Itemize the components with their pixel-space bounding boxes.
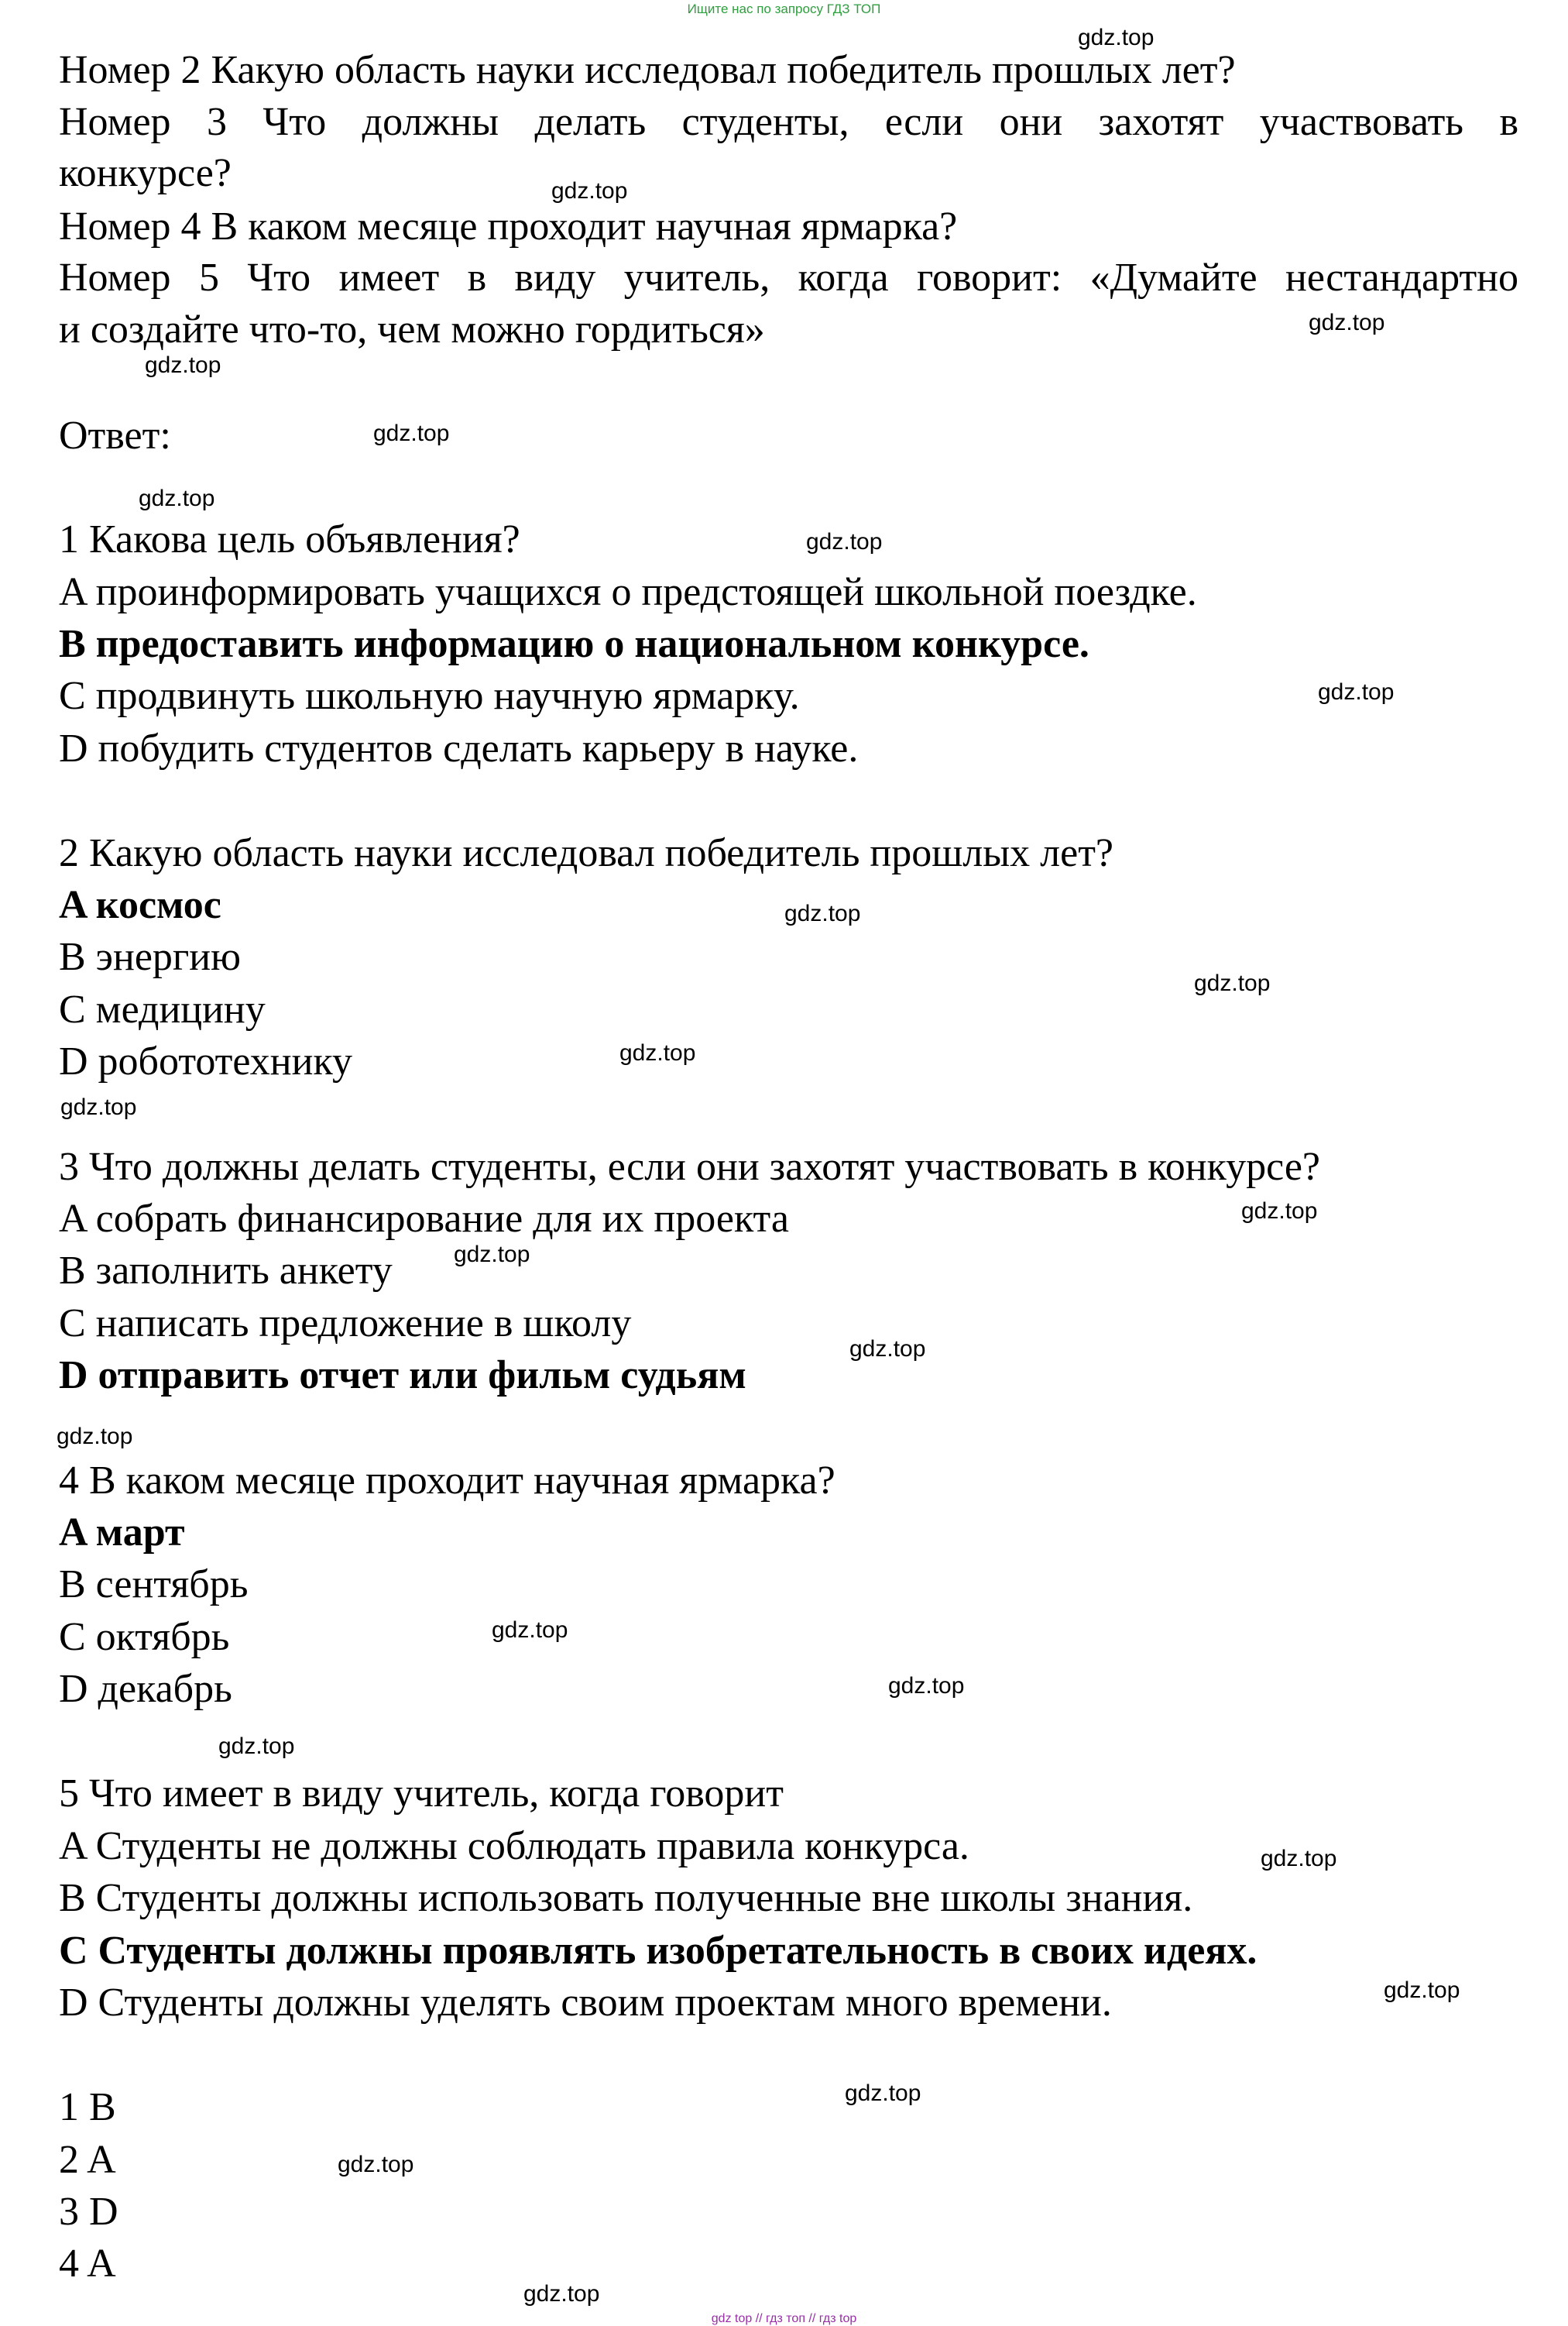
watermark: gdz.top: [1194, 971, 1271, 996]
question-5-option-b: B Студенты должны использовать полученные вне школы знания.: [59, 1876, 1193, 1920]
question-4-option-a-correct: A март: [59, 1510, 185, 1555]
watermark: gdz.top: [619, 1040, 696, 1066]
question-1-option-d: D побудить студентов сделать карьеру в науке.: [59, 727, 859, 771]
question-3-option-d-correct: D отправить отчет или фильм судьям: [59, 1353, 746, 1397]
question-5: 5 Что имеет в виду учитель, когда говорит: [59, 1771, 784, 1816]
question-5-option-d: D Студенты должны уделять своим проектам много времени.: [59, 1981, 1112, 2025]
watermark: gdz.top: [784, 901, 861, 926]
watermark: gdz.top: [806, 529, 883, 555]
summary-answer-2: 2 A: [59, 2138, 116, 2182]
intro-question-3-line-2: конкурсе?: [59, 151, 232, 195]
watermark: gdz.top: [1241, 1198, 1318, 1224]
watermark: gdz.top: [145, 352, 221, 378]
question-3-option-b: B заполнить анкету: [59, 1249, 393, 1293]
summary-answer-4: 4 A: [59, 2242, 116, 2286]
question-5-option-a: A Студенты не должны соблюдать правила конкурса.: [59, 1824, 969, 1868]
intro-question-5-line-2: и создайте что-то, чем можно гордиться»: [59, 307, 765, 352]
question-4: 4 В каком месяце проходит научная ярмарка?: [59, 1458, 835, 1503]
question-4-option-d: D декабрь: [59, 1667, 232, 1711]
top-banner: Ищите нас по запросу ГДЗ ТОП: [687, 2, 881, 16]
question-2-option-a-correct: A космос: [59, 883, 221, 927]
watermark: gdz.top: [845, 2080, 921, 2106]
watermark: gdz.top: [849, 1336, 926, 1362]
question-1: 1 Какова цель объявления?: [59, 517, 520, 562]
question-2: 2 Какую область науки исследовал победитель прошлых лет?: [59, 831, 1114, 875]
watermark: gdz.top: [454, 1242, 530, 1267]
question-4-option-b: B сентябрь: [59, 1562, 249, 1606]
bottom-footer: gdz top // гдз топ // гдз top: [711, 2312, 857, 2325]
watermark: gdz.top: [57, 1424, 133, 1449]
question-1-option-c: C продвинуть школьную научную ярмарку.: [59, 674, 800, 718]
watermark: gdz.top: [373, 421, 450, 446]
intro-question-5-line-1: Номер 5 Что имеет в виду учитель, когда говорит: «Думайте нестандартно: [59, 256, 1518, 300]
watermark: gdz.top: [1318, 679, 1395, 705]
answer-label: Ответ:: [59, 414, 171, 458]
watermark: gdz.top: [60, 1094, 137, 1120]
question-2-option-c: C медицину: [59, 988, 266, 1032]
question-4-option-c: C октябрь: [59, 1615, 230, 1659]
watermark: gdz.top: [338, 2152, 414, 2177]
question-1-option-b-correct: B предоставить информацию о национальном конкурсе.: [59, 622, 1089, 666]
watermark: gdz.top: [492, 1617, 568, 1643]
question-2-option-b: B энергию: [59, 935, 241, 979]
watermark: gdz.top: [1261, 1846, 1337, 1871]
question-3-option-a: A собрать финансирование для их проекта: [59, 1197, 789, 1241]
intro-question-3-line-1: Номер 3 Что должны делать студенты, если они захотят участвовать в: [59, 100, 1518, 144]
summary-answer-1: 1 B: [59, 2085, 116, 2129]
watermark: gdz.top: [551, 178, 628, 204]
watermark: gdz.top: [1309, 310, 1385, 335]
watermark: gdz.top: [888, 1673, 965, 1699]
summary-answer-3: 3 D: [59, 2190, 118, 2234]
question-3: 3 Что должны делать студенты, если они захотят участвовать в конкурсе?: [59, 1145, 1320, 1189]
question-3-option-c: C написать предложение в школу: [59, 1301, 632, 1345]
intro-question-2: Номер 2 Какую область науки исследовал победитель прошлых лет?: [59, 48, 1236, 92]
question-2-option-d: D робототехнику: [59, 1039, 352, 1084]
watermark: gdz.top: [218, 1733, 295, 1759]
intro-question-4: Номер 4 В каком месяце проходит научная ярмарка?: [59, 204, 958, 249]
watermark: gdz.top: [1078, 25, 1155, 50]
question-5-option-c-correct: C Студенты должны проявлять изобретательность в своих идеях.: [59, 1929, 1257, 1973]
watermark: gdz.top: [1384, 1977, 1460, 2003]
question-1-option-a: A проинформировать учащихся о предстоящей школьной поездке.: [59, 570, 1197, 614]
watermark: gdz.top: [523, 2281, 600, 2307]
watermark: gdz.top: [139, 486, 215, 511]
